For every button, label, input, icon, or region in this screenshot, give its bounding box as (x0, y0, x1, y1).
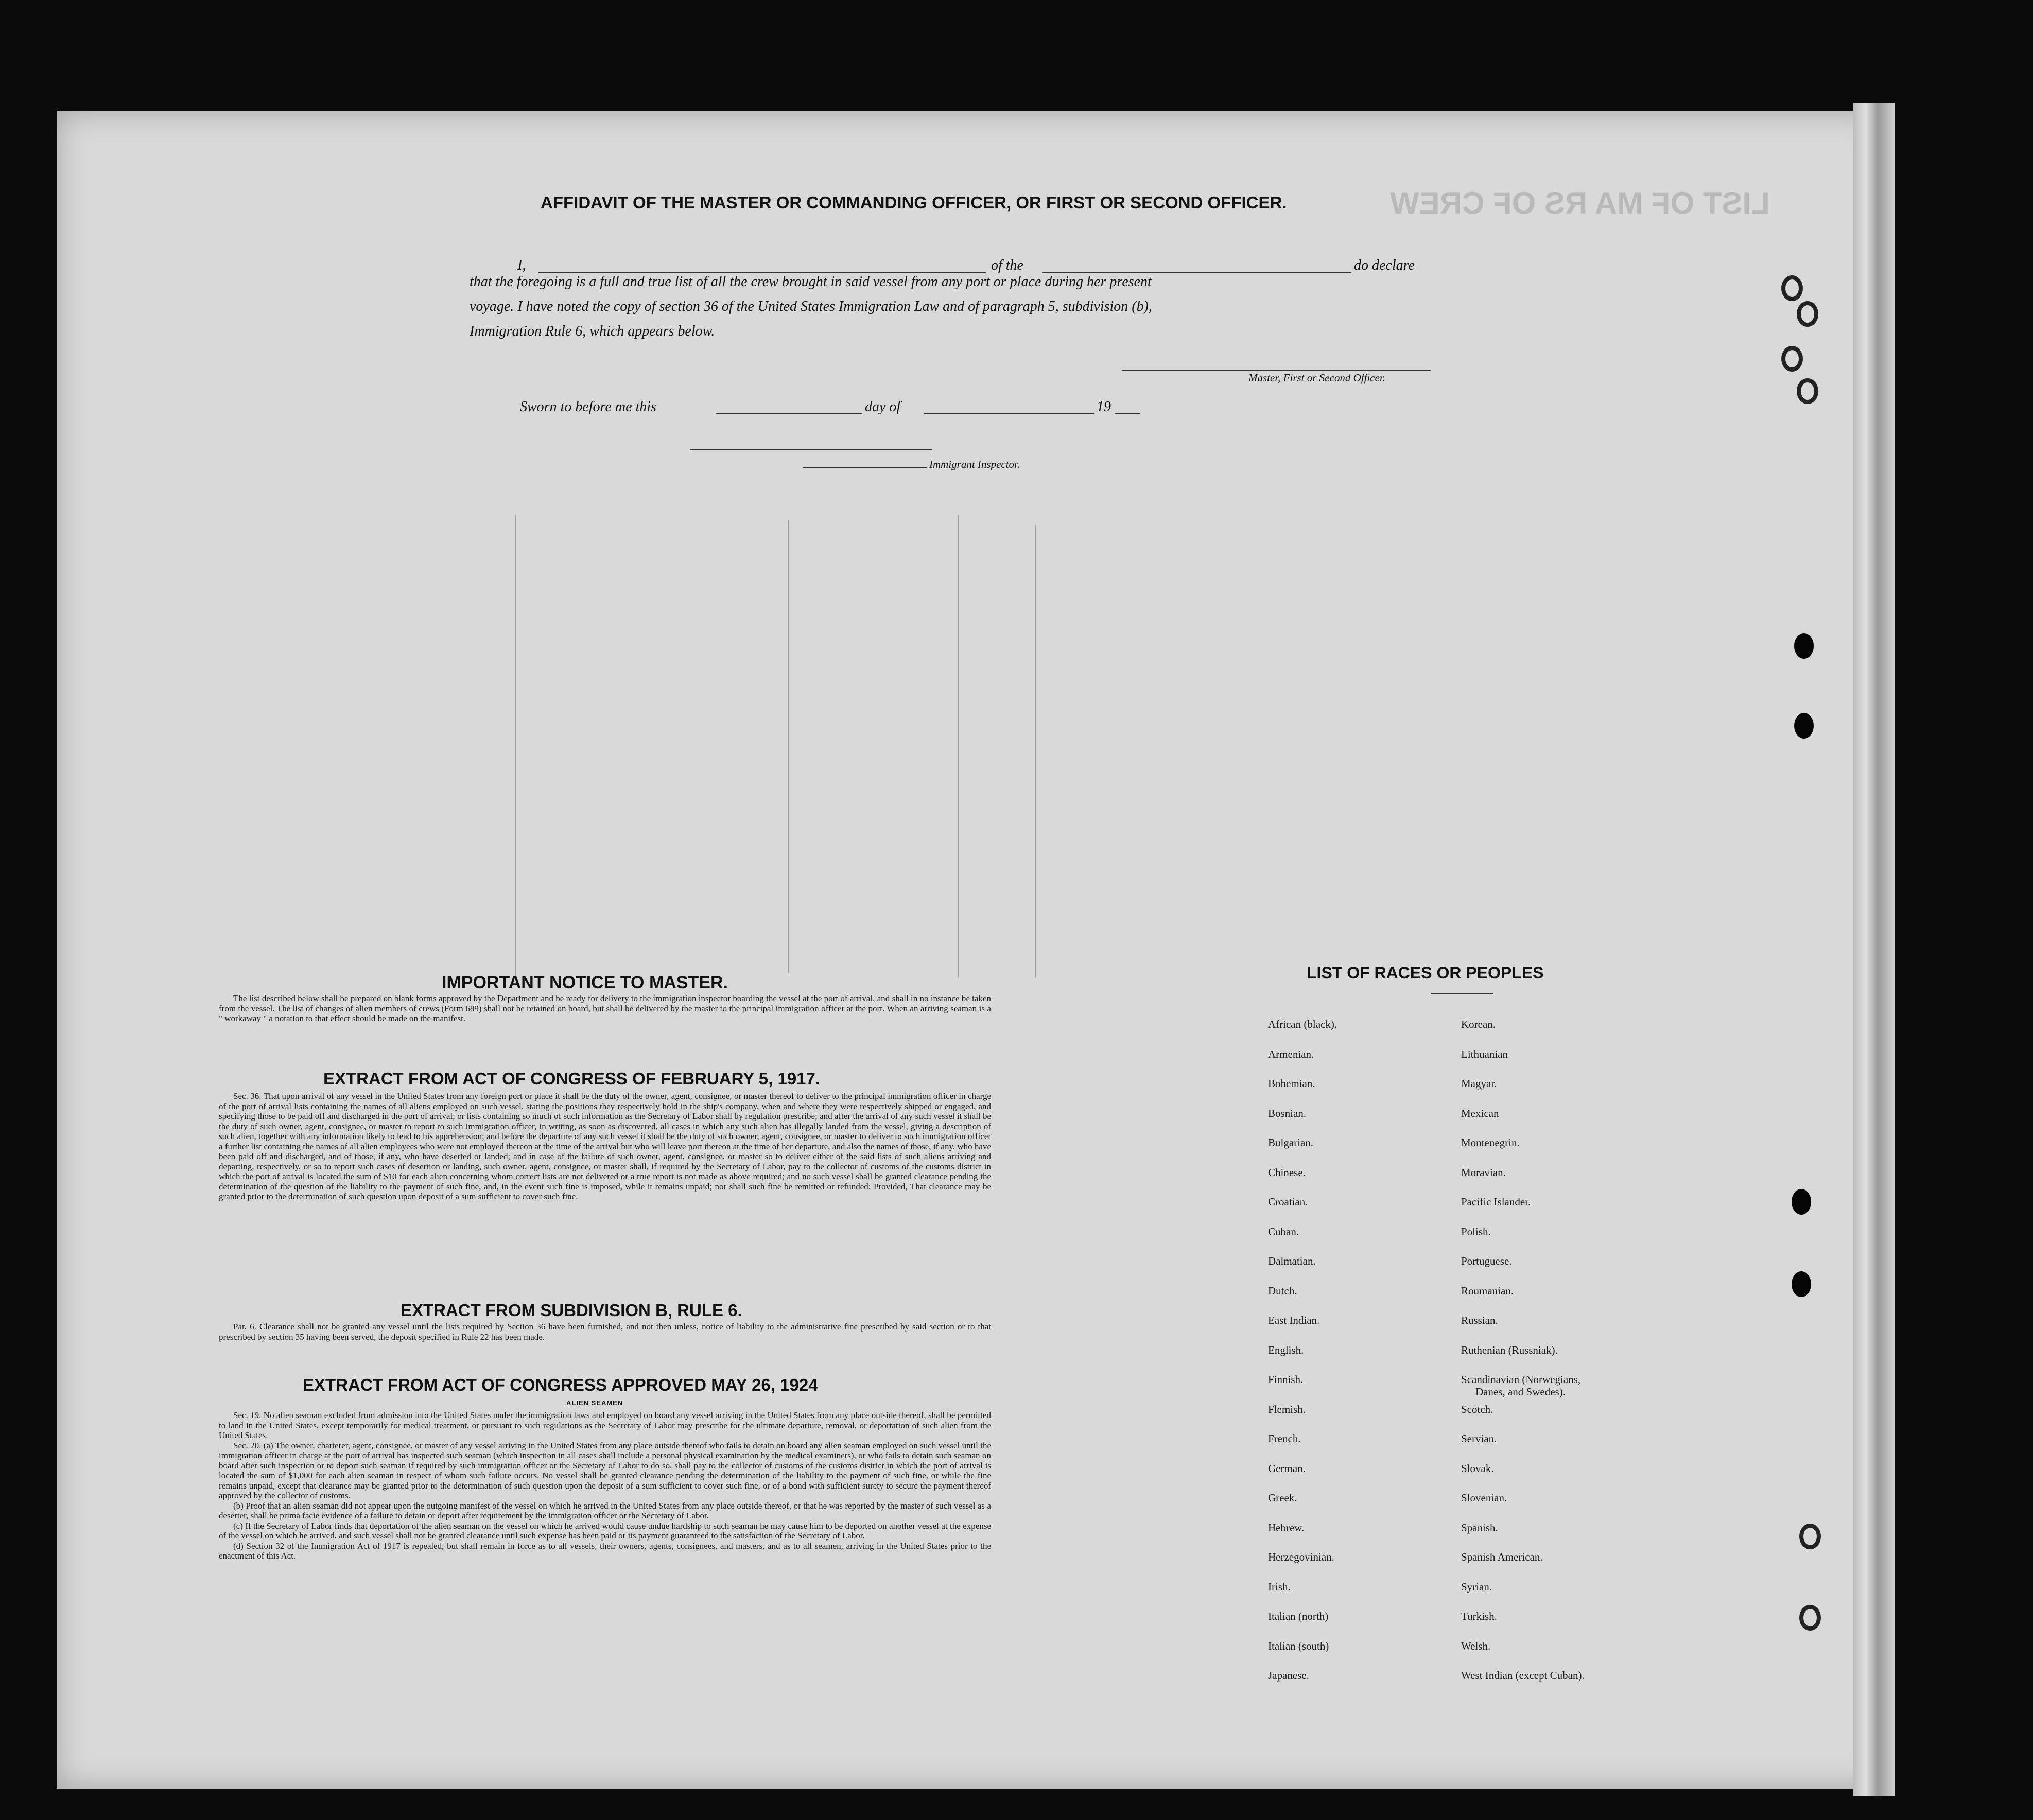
race-item: Bosnian. (1268, 1107, 1307, 1119)
notice-paragraph: The list described below shall be prepared on blank forms approved by the Department and be ready for delivery to the immigration inspector boarding the vessel at the port of arrival, and shall in no instance be taken from the vessel. The list of changes of alien members of crews (Form 689) shall not be retained on board, but shall be delivered by the master to the principal immigration officer at the port. When an arriving seaman is a " workaway " a notation to that effect should be made on the manifest. (219, 993, 991, 1023)
race-item: Spanish American. (1461, 1551, 1543, 1563)
race-item: Flemish. (1268, 1403, 1306, 1415)
race-item: Japanese. (1268, 1669, 1309, 1682)
race-item: East Indian. (1268, 1314, 1320, 1326)
punch-hole (1794, 713, 1814, 739)
affidavit-of-the-label: of the (991, 257, 1023, 273)
notice-text (219, 993, 991, 1024)
race-item: Bulgarian. (1268, 1136, 1314, 1149)
inspector-label: Immigrant Inspector. (929, 458, 1020, 470)
extract-rule6-paragraph: Par. 6. Clearance shall not be granted any vessel until the lists required by Section 36 have been furnished, and not then unless, notice of liability to the administrative fine prescribed by said section or to that prescribed by section 35 having been served, the deposit specified in Rule 22 has been made. (219, 1322, 991, 1342)
race-item: Italian (south) (1268, 1639, 1329, 1652)
bleed-through-text: LIST OF MA RS OF CREW (1390, 186, 1770, 220)
race-item-scandinavian-cont: Danes, and Swedes). (1475, 1386, 1566, 1398)
punch-hole (1781, 275, 1803, 301)
extract-1917-title: EXTRACT FROM ACT OF CONGRESS OF FEBRUARY 5, 1917. (323, 1069, 821, 1088)
race-item: Slovenian. (1461, 1492, 1507, 1504)
extract-1924-para-20b: (b) Proof that an alien seaman did not appear upon the outgoing manifest of the vessel on which he arrived in the United States from any place outside thereof, or that he was reported by the master of such vessel as a deserter, shall be prima facie evidence of a failure to detain or deport after requirement by the immigration officer or the Secretary of Labor. (219, 1500, 991, 1520)
punch-hole (1797, 301, 1818, 327)
races-title: LIST OF RACES OR PEOPLES (1307, 964, 1544, 982)
race-item: Irish. (1268, 1580, 1291, 1593)
extract-1924-title: EXTRACT FROM ACT OF CONGRESS APPROVED MAY 26, 1924 (303, 1375, 818, 1394)
inspector-signature-blank[interactable] (803, 467, 927, 468)
extract-rule6-title: EXTRACT FROM SUBDIVISION B, RULE 6. (401, 1301, 742, 1320)
punch-hole (1781, 346, 1803, 372)
races-right-column (1461, 1018, 1585, 1699)
extract-1917-paragraph: Sec. 36. That upon arrival of any vessel in the United States from any foreign port or place it shall be the duty of the owner, agent, consignee, or master thereof to deliver to the principal immigration officer in charge of the port of arrival lists containing the names of all aliens employed on such vessel, stating the positions they respectively hold in the ship's company, when and where they were respectively shipped or engaged, and specifying those to be paid off and discharged in the port of arrival; or lists containing so much of such information as the Secretary of Labor shall by regulation prescribe; and after the arrival of any such vessel it shall be the duty of such owner, agent, consignee, or master to report to such immigration officer, in writing, as soon as discovered, all cases in which any such alien has illegally landed from the vessel, giving a description of such alien, together with any information likely to lead to his apprehension; and before the departure of any such vessel it shall be the duty of such owner, agent, consignee, or master to deliver to such immigration officer a further list containing the names of all alien employees who were not employed thereon at the time of the arrival but who will leave port thereon at the time of her departure, and also the names of those, if any, who have been paid off and discharged, and of those, if any, who have deserted or landed; and in case of the failure of such owner, agent, consignee, or master so to deliver either of the said lists of such aliens arriving and departing, respectively, or so to report such cases of desertion or landing, such owner, agent, consignee, or master shall, if required by the Secretary of Labor, pay to the collector of customs of the customs district in which the port of arrival is located the sum of $10 for each alien concerning whom correct lists are not delivered or a true report is not made as above required; and no such vessel shall be granted clearance pending the determination of the question of the liability to the payment of such fine, and, in the event such fine is imposed, while it remains unpaid; nor shall such fine be remitted or refunded: Provided, That clearance may be granted prior to the determination of such question upon deposit of a sum sufficient to cover such fine. (219, 1091, 991, 1201)
punch-hole (1792, 1271, 1811, 1297)
bleed-ruling (515, 515, 516, 978)
extract-1924-subtitle: ALIEN SEAMEN (566, 1399, 623, 1407)
punch-hole (1797, 378, 1818, 404)
bleed-ruling (1035, 525, 1036, 978)
race-item: Portuguese. (1461, 1255, 1512, 1267)
race-item: Polish. (1461, 1225, 1491, 1238)
punch-hole (1799, 1524, 1821, 1549)
extract-1924-text (219, 1410, 991, 1561)
race-item: Spanish. (1461, 1521, 1498, 1534)
race-item: Croatian. (1268, 1196, 1308, 1208)
race-item: Montenegrin. (1461, 1136, 1520, 1149)
bleed-ruling (788, 520, 789, 973)
race-item: Lithuanian (1461, 1047, 1508, 1060)
extract-rule6-text (219, 1322, 991, 1342)
inspector-line-upper[interactable] (690, 449, 932, 450)
affidavit-title: AFFIDAVIT OF THE MASTER OR COMMANDING OFFICER, OR FIRST OR SECOND OFFICER. (541, 193, 1287, 212)
sworn-day-blank[interactable] (716, 413, 862, 414)
race-item: Finnish. (1268, 1373, 1304, 1386)
race-item: Dutch. (1268, 1284, 1297, 1297)
day-of-label: day of (865, 399, 901, 415)
race-item: Herzegovinian. (1268, 1551, 1334, 1563)
year-prefix: 19 (1097, 399, 1111, 415)
sworn-month-blank[interactable] (924, 413, 1094, 414)
punch-hole (1792, 1189, 1811, 1215)
races-left-column (1268, 1018, 1337, 1699)
race-item: Russian. (1461, 1314, 1498, 1326)
affidavit-body-line3: Immigration Rule 6, which appears below. (470, 323, 715, 339)
race-item: Slovak. (1461, 1462, 1494, 1475)
race-item: Magyar. (1461, 1077, 1497, 1090)
race-item-scandinavian: Scandinavian (Norwegians, (1461, 1373, 1581, 1386)
races-title-rule (1431, 993, 1493, 994)
master-signature-blank[interactable] (1122, 370, 1431, 371)
extract-1924-para-19: Sec. 19. No alien seaman excluded from admission into the United States under the immigration laws and employed on board any vessel arriving in the United States from any place outside thereof, shall be permitted to land in the United States, except temporarily for medical treatment, or pursuant to such regulations as the Secretary of Labor may prescribe for the ultimate departure, removal, or deportation of such alien from the United States. (219, 1410, 991, 1440)
vessel-blank[interactable] (1042, 272, 1351, 273)
notice-title: IMPORTANT NOTICE TO MASTER. (442, 973, 728, 992)
race-item: Greek. (1268, 1492, 1297, 1504)
page-edge (1853, 103, 1895, 1796)
race-item: Cuban. (1268, 1225, 1299, 1238)
race-item: Welsh. (1461, 1639, 1491, 1652)
race-item: Moravian. (1461, 1166, 1506, 1179)
name-blank[interactable] (538, 272, 986, 273)
race-item: Mexican (1461, 1107, 1499, 1119)
year-blank[interactable] (1115, 413, 1140, 414)
extract-1924-para-20c: (c) If the Secretary of Labor finds that deportation of the alien seaman on the vessel on which he arrived would cause undue hardship to such seaman he may cause him to be deported on another vessel at the expense of the vessel on which he arrived, and such vessel shall not be granted clearance until such expense has been paid or its payment guaranteed to the satisfaction of the Secretary of Labor. (219, 1520, 991, 1541)
race-item: Chinese. (1268, 1166, 1306, 1179)
master-label: Master, First or Second Officer. (1248, 372, 1385, 384)
race-item: Pacific Islander. (1461, 1196, 1531, 1208)
race-item: Roumanian. (1461, 1284, 1514, 1297)
race-item: Armenian. (1268, 1047, 1314, 1060)
race-item: Turkish. (1461, 1610, 1497, 1622)
race-item: Korean. (1461, 1018, 1496, 1030)
extract-1924-para-20a: Sec. 20. (a) The owner, charterer, agent, consignee, or master of any vessel arriving in the United States from any place outside thereof who fails to detain on board any alien seaman employed on such vessel until the immigration officer in charge at the port of arrival has inspected such seaman (which inspection in all cases shall include a personal physical examination by the medical examiners), or who fails to detain such seaman on board after such inspection or to deport such seaman if required by such immigration officer or the Secretary of Labor to do so, shall pay to the collector of customs of the customs district in which the port of arrival is located the sum of $1,000 for each alien seaman in respect of whom such failure occurs. No vessel shall be granted clearance pending the determination of the liability to the payment of such fine, or while the fine remains unpaid, except that clearance may be granted prior to the determination of such question upon the deposit of a sum sufficient to cover such fine, or of a bond with sufficient surety to secure the payment thereof approved by the collector of customs. (219, 1440, 991, 1500)
race-item: Ruthenian (Russniak). (1461, 1343, 1558, 1356)
race-item: West Indian (except Cuban). (1461, 1669, 1585, 1682)
race-item: German. (1268, 1462, 1306, 1475)
race-item: Dalmatian. (1268, 1255, 1316, 1267)
race-item (1461, 1373, 1585, 1403)
punch-hole (1794, 633, 1814, 659)
punch-hole (1799, 1605, 1821, 1631)
sworn-label: Sworn to before me this (520, 399, 656, 415)
race-item: French. (1268, 1432, 1301, 1445)
race-item: Italian (north) (1268, 1610, 1329, 1622)
race-item: Servian. (1461, 1432, 1497, 1445)
race-item: English. (1268, 1343, 1304, 1356)
affidavit-declare-label: do declare (1354, 257, 1415, 273)
extract-1917-text (219, 1091, 991, 1202)
race-item: Hebrew. (1268, 1521, 1305, 1534)
race-item: Scotch. (1461, 1403, 1493, 1415)
affidavit-body-line1: that the foregoing is a full and true list of all the crew brought in said vessel from any port or place during her present (470, 274, 1152, 290)
race-item: Syrian. (1461, 1580, 1492, 1593)
extract-1924-para-20d: (d) Section 32 of the Immigration Act of 1917 is repealed, but shall remain in force as to all vessels, their owners, agents, consignees, and masters, and as to all seamen, arriving in the United States prior to the enactment of this Act. (219, 1541, 991, 1561)
bleed-ruling (958, 515, 959, 978)
race-item: Bohemian. (1268, 1077, 1315, 1090)
affidavit-i-label: I, (517, 257, 526, 273)
affidavit-body-line2: voyage. I have noted the copy of section 36 of the United States Immigration Law and of paragraph 5, subdivision (b), (470, 299, 1152, 314)
race-item: African (black). (1268, 1018, 1337, 1030)
